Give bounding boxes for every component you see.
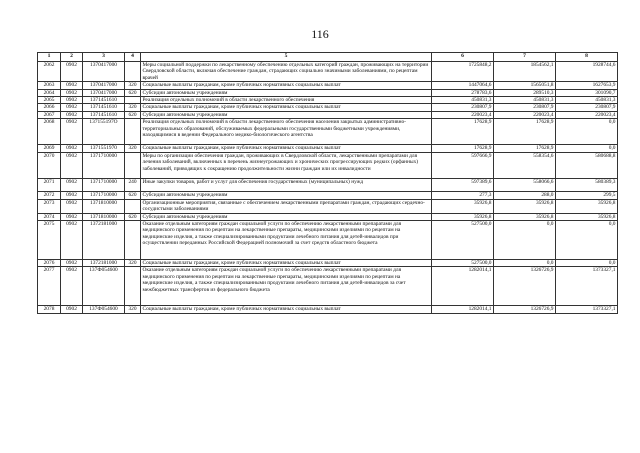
- table-row: [38, 213, 618, 220]
- target-code: 1372181000: [83, 221, 125, 260]
- row-number: 2072: [38, 192, 61, 199]
- target-code: 1372181000: [83, 260, 125, 267]
- row-description: Меры по организации обеспечения граждан, проживающих в Свердловской области, лекарственными препаратами для лечения заболеваний, включенных в перечень жизнеугрожающих и хронических прогрессирующих редких (орфанных) заболеваний, приводящих к сокращению продолжительности жизни граждан или их инвалидности: [141, 152, 432, 178]
- column-header: 5: [141, 53, 432, 62]
- amount-year-1: 527500,0: [432, 260, 494, 267]
- target-code: 1370417000: [83, 82, 125, 89]
- amount-year-2: 1565051,8: [494, 82, 556, 89]
- table-row: [38, 104, 618, 111]
- column-header: 4: [125, 53, 141, 62]
- amount-year-1: 35926,8: [432, 213, 494, 220]
- amount-year-3: 580389,3: [556, 179, 618, 192]
- expense-type: 320: [125, 260, 141, 267]
- column-header: 6: [432, 53, 494, 62]
- target-code: 1371710000: [83, 192, 125, 199]
- amount-year-1: 1447064,6: [432, 82, 494, 89]
- expense-type: 620: [125, 89, 141, 96]
- amount-year-3: 0,0: [556, 260, 618, 267]
- column-header: 2: [61, 53, 83, 62]
- table-body: [38, 62, 618, 314]
- amount-year-1: 230807,9: [432, 104, 494, 111]
- page-number: 116: [311, 27, 329, 41]
- section-code: 0902: [61, 111, 83, 118]
- target-code: 137Ф054600: [83, 306, 125, 313]
- row-description: Реализация отдельных полномочий в области лекарственного обеспечения населения закрытых административно-территориальных образований, обслуживаемых федеральными государственными бюджетными учреждениями, находящимися в ведении Федерального медико-биологического агентства: [141, 119, 432, 145]
- section-code: 0902: [61, 145, 83, 152]
- row-description: Организационные мероприятия, связанные с обеспечением лекарственными препаратами граждан, страдающих сердечно-сосудистыми заболеваниями: [141, 199, 432, 213]
- row-number: 2070: [38, 152, 61, 178]
- section-code: 0902: [61, 267, 83, 306]
- section-code: 0902: [61, 306, 83, 313]
- section-code: 0902: [61, 213, 83, 220]
- expense-type: [125, 221, 141, 260]
- expense-type: [125, 119, 141, 145]
- table-row: [38, 62, 618, 82]
- section-code: 0902: [61, 221, 83, 260]
- expense-type: 620: [125, 111, 141, 118]
- amount-year-1: 17628,9: [432, 119, 494, 145]
- table-row: [38, 221, 618, 260]
- amount-year-1: 597666,9: [432, 152, 494, 178]
- amount-year-2: 450831,3: [494, 97, 556, 104]
- row-number: 2074: [38, 213, 61, 220]
- row-number: 2068: [38, 119, 61, 145]
- row-description: Социальные выплаты гражданам, кроме публичных нормативных социальных выплат: [141, 145, 432, 152]
- section-code: 0902: [61, 119, 83, 145]
- section-code: 0902: [61, 152, 83, 178]
- expense-type: 620: [125, 192, 141, 199]
- target-code: 1371710000: [83, 152, 125, 178]
- amount-year-1: 450831,3: [432, 97, 494, 104]
- column-header: 7: [494, 53, 556, 62]
- column-header: 3: [83, 53, 125, 62]
- amount-year-2: 1326726,9: [494, 306, 556, 313]
- expense-type: [125, 152, 141, 178]
- amount-year-2: 0,0: [494, 260, 556, 267]
- amount-year-3: 299,5: [556, 192, 618, 199]
- amount-year-3: 0,0: [556, 145, 618, 152]
- row-description: Оказание отдельным категориям граждан социальной услуги по обеспечению лекарственными препаратами для медицинского применения по рецептам на лекарственные препараты, медицинскими изделиями по рецептам на медицинские изделия, а также специализированными продуктами лечебного питания для детей-инвалидов при осуществлении переданных Российской Федерацией полномочий за счет средств областного бюджета: [141, 221, 432, 260]
- expense-type: [125, 97, 141, 104]
- row-description: Социальные выплаты гражданам, кроме публичных нормативных социальных выплат: [141, 306, 432, 313]
- expense-type: [125, 267, 141, 306]
- row-number: 2071: [38, 179, 61, 192]
- section-code: 0902: [61, 89, 83, 96]
- table-row: [38, 267, 618, 306]
- target-code: 1371551970: [83, 145, 125, 152]
- amount-year-1: 1282014,1: [432, 306, 494, 313]
- amount-year-1: 220023,4: [432, 111, 494, 118]
- amount-year-2: 220023,4: [494, 111, 556, 118]
- amount-year-3: 1373327,1: [556, 306, 618, 313]
- row-description: Меры социальной поддержки по лекарственному обеспечению отдельных категорий граждан, проживающих на территории Свердловской области, включая обеспечение граждан, страдающих социально значимыми заболеваниями, по рецептам врачей: [141, 62, 432, 82]
- amount-year-2: 1854562,1: [494, 62, 556, 82]
- amount-year-3: 301090,7: [556, 89, 618, 96]
- row-description: Оказание отдельным категориям граждан социальной услуги по обеспечению лекарственными препаратами для медицинского применения по рецептам на лекарственные препараты, медицинскими изделиями по рецептам на медицинские изделия, а также специализированными продуктами лечебного питания для детей-инвалидов за счет межбюджетных трансфертов из федерального бюджета: [141, 267, 432, 306]
- amount-year-2: 1326726,9: [494, 267, 556, 306]
- amount-year-3: 0,0: [556, 119, 618, 145]
- amount-year-3: 1373327,1: [556, 267, 618, 306]
- table-row: [38, 152, 618, 178]
- target-code: 1371451610: [83, 111, 125, 118]
- amount-year-2: 558354,6: [494, 152, 556, 178]
- amount-year-1: 1282014,1: [432, 267, 494, 306]
- table-row: [38, 119, 618, 145]
- expense-type: [125, 62, 141, 82]
- row-description: Субсидии автономным учреждениям: [141, 192, 432, 199]
- amount-year-3: 35926,8: [556, 199, 618, 213]
- table-row: [38, 82, 618, 89]
- table-row: [38, 111, 618, 118]
- amount-year-3: 1627653,9: [556, 82, 618, 89]
- section-code: 0902: [61, 192, 83, 199]
- target-code: 137155197О: [83, 119, 125, 145]
- section-code: 0902: [61, 199, 83, 213]
- row-number: 2069: [38, 145, 61, 152]
- expense-type: 320: [125, 82, 141, 89]
- amount-year-3: 220023,4: [556, 111, 618, 118]
- table-row: [38, 179, 618, 192]
- row-description: Социальные выплаты гражданам, кроме публичных нормативных социальных выплат: [141, 260, 432, 267]
- amount-year-2: 558066,6: [494, 179, 556, 192]
- row-description: Иные закупки товаров, работ и услуг для обеспечения государственных (муниципальных) нужд: [141, 179, 432, 192]
- budget-table: [37, 52, 618, 314]
- expense-type: 320: [125, 306, 141, 313]
- expense-type: 320: [125, 145, 141, 152]
- target-code: 1370417000: [83, 62, 125, 82]
- amount-year-2: 17628,9: [494, 145, 556, 152]
- expense-type: 240: [125, 179, 141, 192]
- table-row: [38, 97, 618, 104]
- section-code: 0902: [61, 97, 83, 104]
- amount-year-1: 597389,6: [432, 179, 494, 192]
- amount-year-2: 230807,9: [494, 104, 556, 111]
- column-header: 1: [38, 53, 61, 62]
- row-description: Социальные выплаты гражданам, кроме публичных нормативных социальных выплат: [141, 104, 432, 111]
- target-code: 137Ф054600: [83, 267, 125, 306]
- amount-year-2: 289510,3: [494, 89, 556, 96]
- row-description: Субсидии автономным учреждениям: [141, 213, 432, 220]
- table-row: [38, 199, 618, 213]
- amount-year-3: 450831,3: [556, 97, 618, 104]
- row-description: Субсидии автономным учреждениям: [141, 111, 432, 118]
- target-code: 1371710000: [83, 179, 125, 192]
- amount-year-3: 230807,9: [556, 104, 618, 111]
- row-number: 2065: [38, 97, 61, 104]
- table-row: [38, 306, 618, 313]
- row-description: Реализация отдельных полномочий в области лекарственного обеспечения: [141, 97, 432, 104]
- target-code: 1371451610: [83, 97, 125, 104]
- amount-year-2: 288,0: [494, 192, 556, 199]
- table-row: [38, 192, 618, 199]
- expense-type: 320: [125, 104, 141, 111]
- row-number: 2078: [38, 306, 61, 313]
- row-number: 2064: [38, 89, 61, 96]
- row-number: 2075: [38, 221, 61, 260]
- expense-type: 620: [125, 213, 141, 220]
- amount-year-1: 17628,9: [432, 145, 494, 152]
- row-number: 2067: [38, 111, 61, 118]
- table-row: [38, 260, 618, 267]
- section-code: 0902: [61, 62, 83, 82]
- row-number: 2062: [38, 62, 61, 82]
- expense-type: [125, 199, 141, 213]
- section-code: 0902: [61, 82, 83, 89]
- row-description: Субсидии автономным учреждениям: [141, 89, 432, 96]
- header-row: [38, 53, 618, 62]
- row-description: Социальные выплаты гражданам, кроме публичных нормативных социальных выплат: [141, 82, 432, 89]
- row-number: 2073: [38, 199, 61, 213]
- section-code: 0902: [61, 260, 83, 267]
- table-row: [38, 89, 618, 96]
- amount-year-2: 35926,8: [494, 199, 556, 213]
- amount-year-1: 277,3: [432, 192, 494, 199]
- amount-year-2: 35926,8: [494, 213, 556, 220]
- amount-year-2: 17628,9: [494, 119, 556, 145]
- row-number: 2076: [38, 260, 61, 267]
- target-code: 1370417000: [83, 89, 125, 96]
- column-header: 8: [556, 53, 618, 62]
- target-code: 1371810000: [83, 199, 125, 213]
- amount-year-3: 580688,8: [556, 152, 618, 178]
- row-number: 2077: [38, 267, 61, 306]
- amount-year-3: 1928744,6: [556, 62, 618, 82]
- section-code: 0902: [61, 104, 83, 111]
- amount-year-3: 0,0: [556, 221, 618, 260]
- row-number: 2063: [38, 82, 61, 89]
- target-code: 1371451610: [83, 104, 125, 111]
- target-code: 1371810000: [83, 213, 125, 220]
- amount-year-1: 278783,6: [432, 89, 494, 96]
- row-number: 2066: [38, 104, 61, 111]
- amount-year-2: 0,0: [494, 221, 556, 260]
- amount-year-3: 35926,8: [556, 213, 618, 220]
- amount-year-1: 1725848,2: [432, 62, 494, 82]
- amount-year-1: 35926,8: [432, 199, 494, 213]
- table-row: [38, 145, 618, 152]
- section-code: 0902: [61, 179, 83, 192]
- amount-year-1: 527500,0: [432, 221, 494, 260]
